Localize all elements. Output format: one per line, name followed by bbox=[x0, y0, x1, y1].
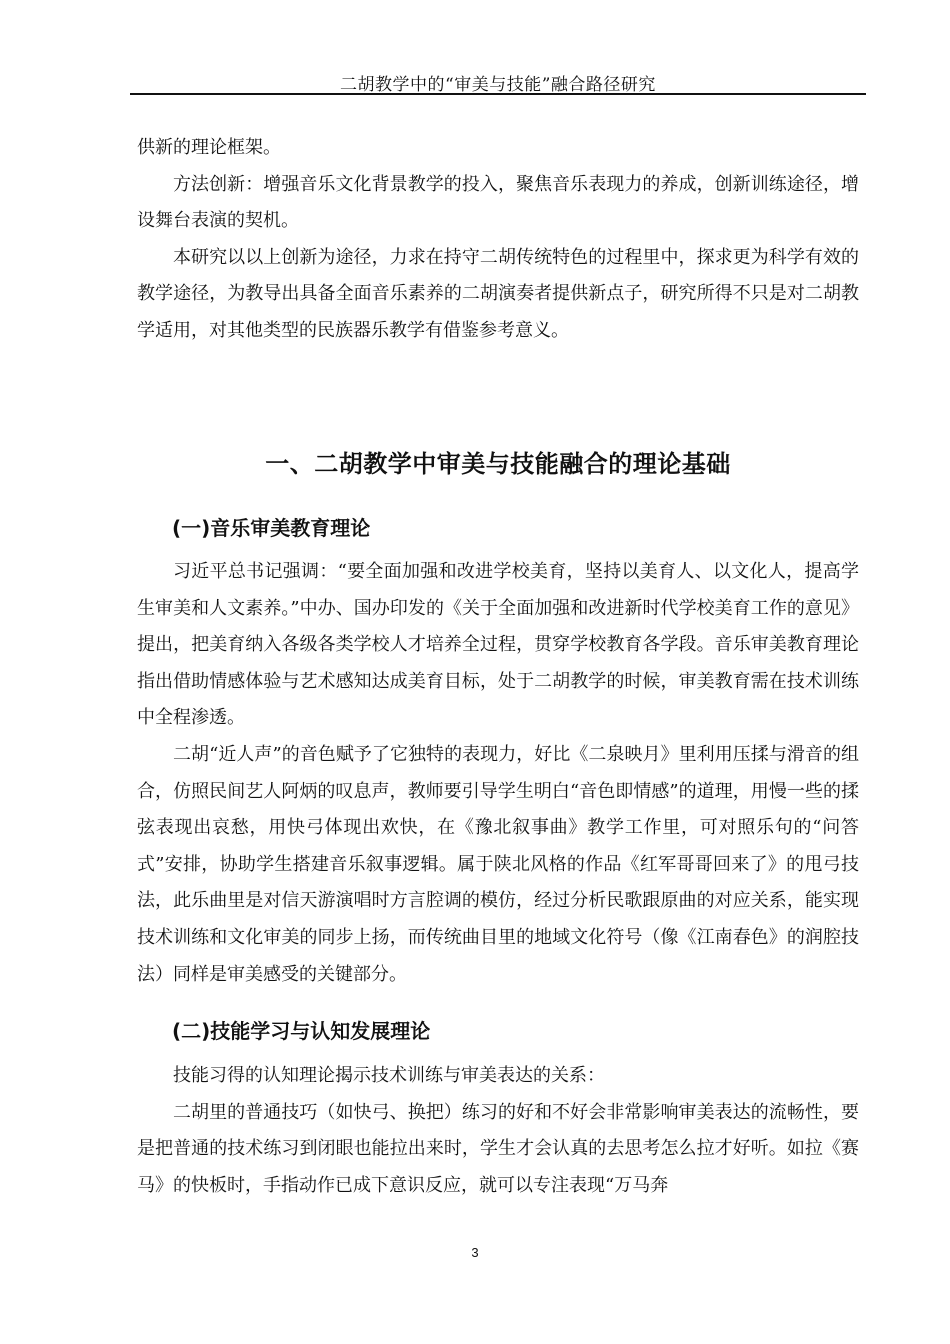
running-header: 二胡教学中的“审美与技能”融合路径研究 bbox=[340, 75, 656, 95]
body-paragraph: 习近平总书记强调：“要全面加强和改进学校美育，坚持以美育人、以文化人，提高学生审美和人文素养。”中办、国办印发的《关于全面加强和改进新时代学校美育工作的意见》提出，把美育纳入各级各类学校人才培养全过程，贯穿学校教育各学段。音乐审美教育理论指出借助情感体验与艺术感知达成美育目标，处于二胡教学的时候，审美教育需在技术训练中全程渗透。 bbox=[137, 561, 859, 729]
research-summary-paragraph: 本研究以以上创新为途径，力求在持守二胡传统特色的过程里中，探求更为科学有效的教学途径，为教导出具备全面音乐素养的二胡演奏者提供新点子，研究所得不只是对二胡教学适用，对其他类型的民族器乐教学有借鉴参考意义。 bbox=[137, 246, 859, 341]
subsection-title-skill-learning: (二)技能学习与认知发展理论 bbox=[172, 1019, 431, 1043]
body-paragraph: 二胡“近人声”的音色赋予了它独特的表现力，好比《二泉映月》里利用压揉与滑音的组合，仿照民间艺人阿炳的叹息声，教师要引导学生明白“音色即情感”的道理，用慢一些的揉弦表现出哀愁，用快弓体现出欢快，在《豫北叙事曲》教学工作里，可对照乐句的“问答式”安排，协助学生搭建音乐叙事逻辑。属于陕北风格的作品《红军哥哥回来了》的甩弓技法，此乐曲里是对信天游演唱时方言腔调的模仿，经过分析民歌跟原曲的对应关系，能实现技术训练和文化审美的同步上扬，而传统曲目里的地域文化符号（像《江南春色》的润腔技法）同样是审美感受的关键部分。 bbox=[137, 743, 859, 985]
header-rule bbox=[130, 93, 866, 95]
aesthetic-education-text bbox=[137, 554, 859, 993]
section-title: 一、二胡教学中审美与技能融合的理论基础 bbox=[265, 450, 731, 478]
body-paragraph: 技能习得的认知理论揭示技术训练与审美表达的关系： bbox=[173, 1065, 605, 1086]
subsection-title-aesthetic-education: (一)音乐审美教育理论 bbox=[172, 516, 371, 540]
skill-learning-text bbox=[137, 1058, 859, 1204]
method-innovation-paragraph: 方法创新：增强音乐文化背景教学的投入，聚焦音乐表现力的养成，创新训练途径，增设舞台表演的契机。 bbox=[137, 173, 859, 232]
body-paragraph: 二胡里的普通技巧（如快弓、换把）练习的好和不好会非常影响审美表达的流畅性，要是把普通的技术练习到闭眼也能拉出来时，学生才会认真的去思考怎么拉才好听。如拉《赛马》的快板时，手指动作已成下意识反应，就可以专注表现“万马奔 bbox=[137, 1101, 859, 1196]
page-number: 3 bbox=[471, 1245, 479, 1260]
intro-paragraph-continued: 供新的理论框架。 bbox=[137, 137, 281, 158]
intro-text bbox=[137, 130, 859, 350]
